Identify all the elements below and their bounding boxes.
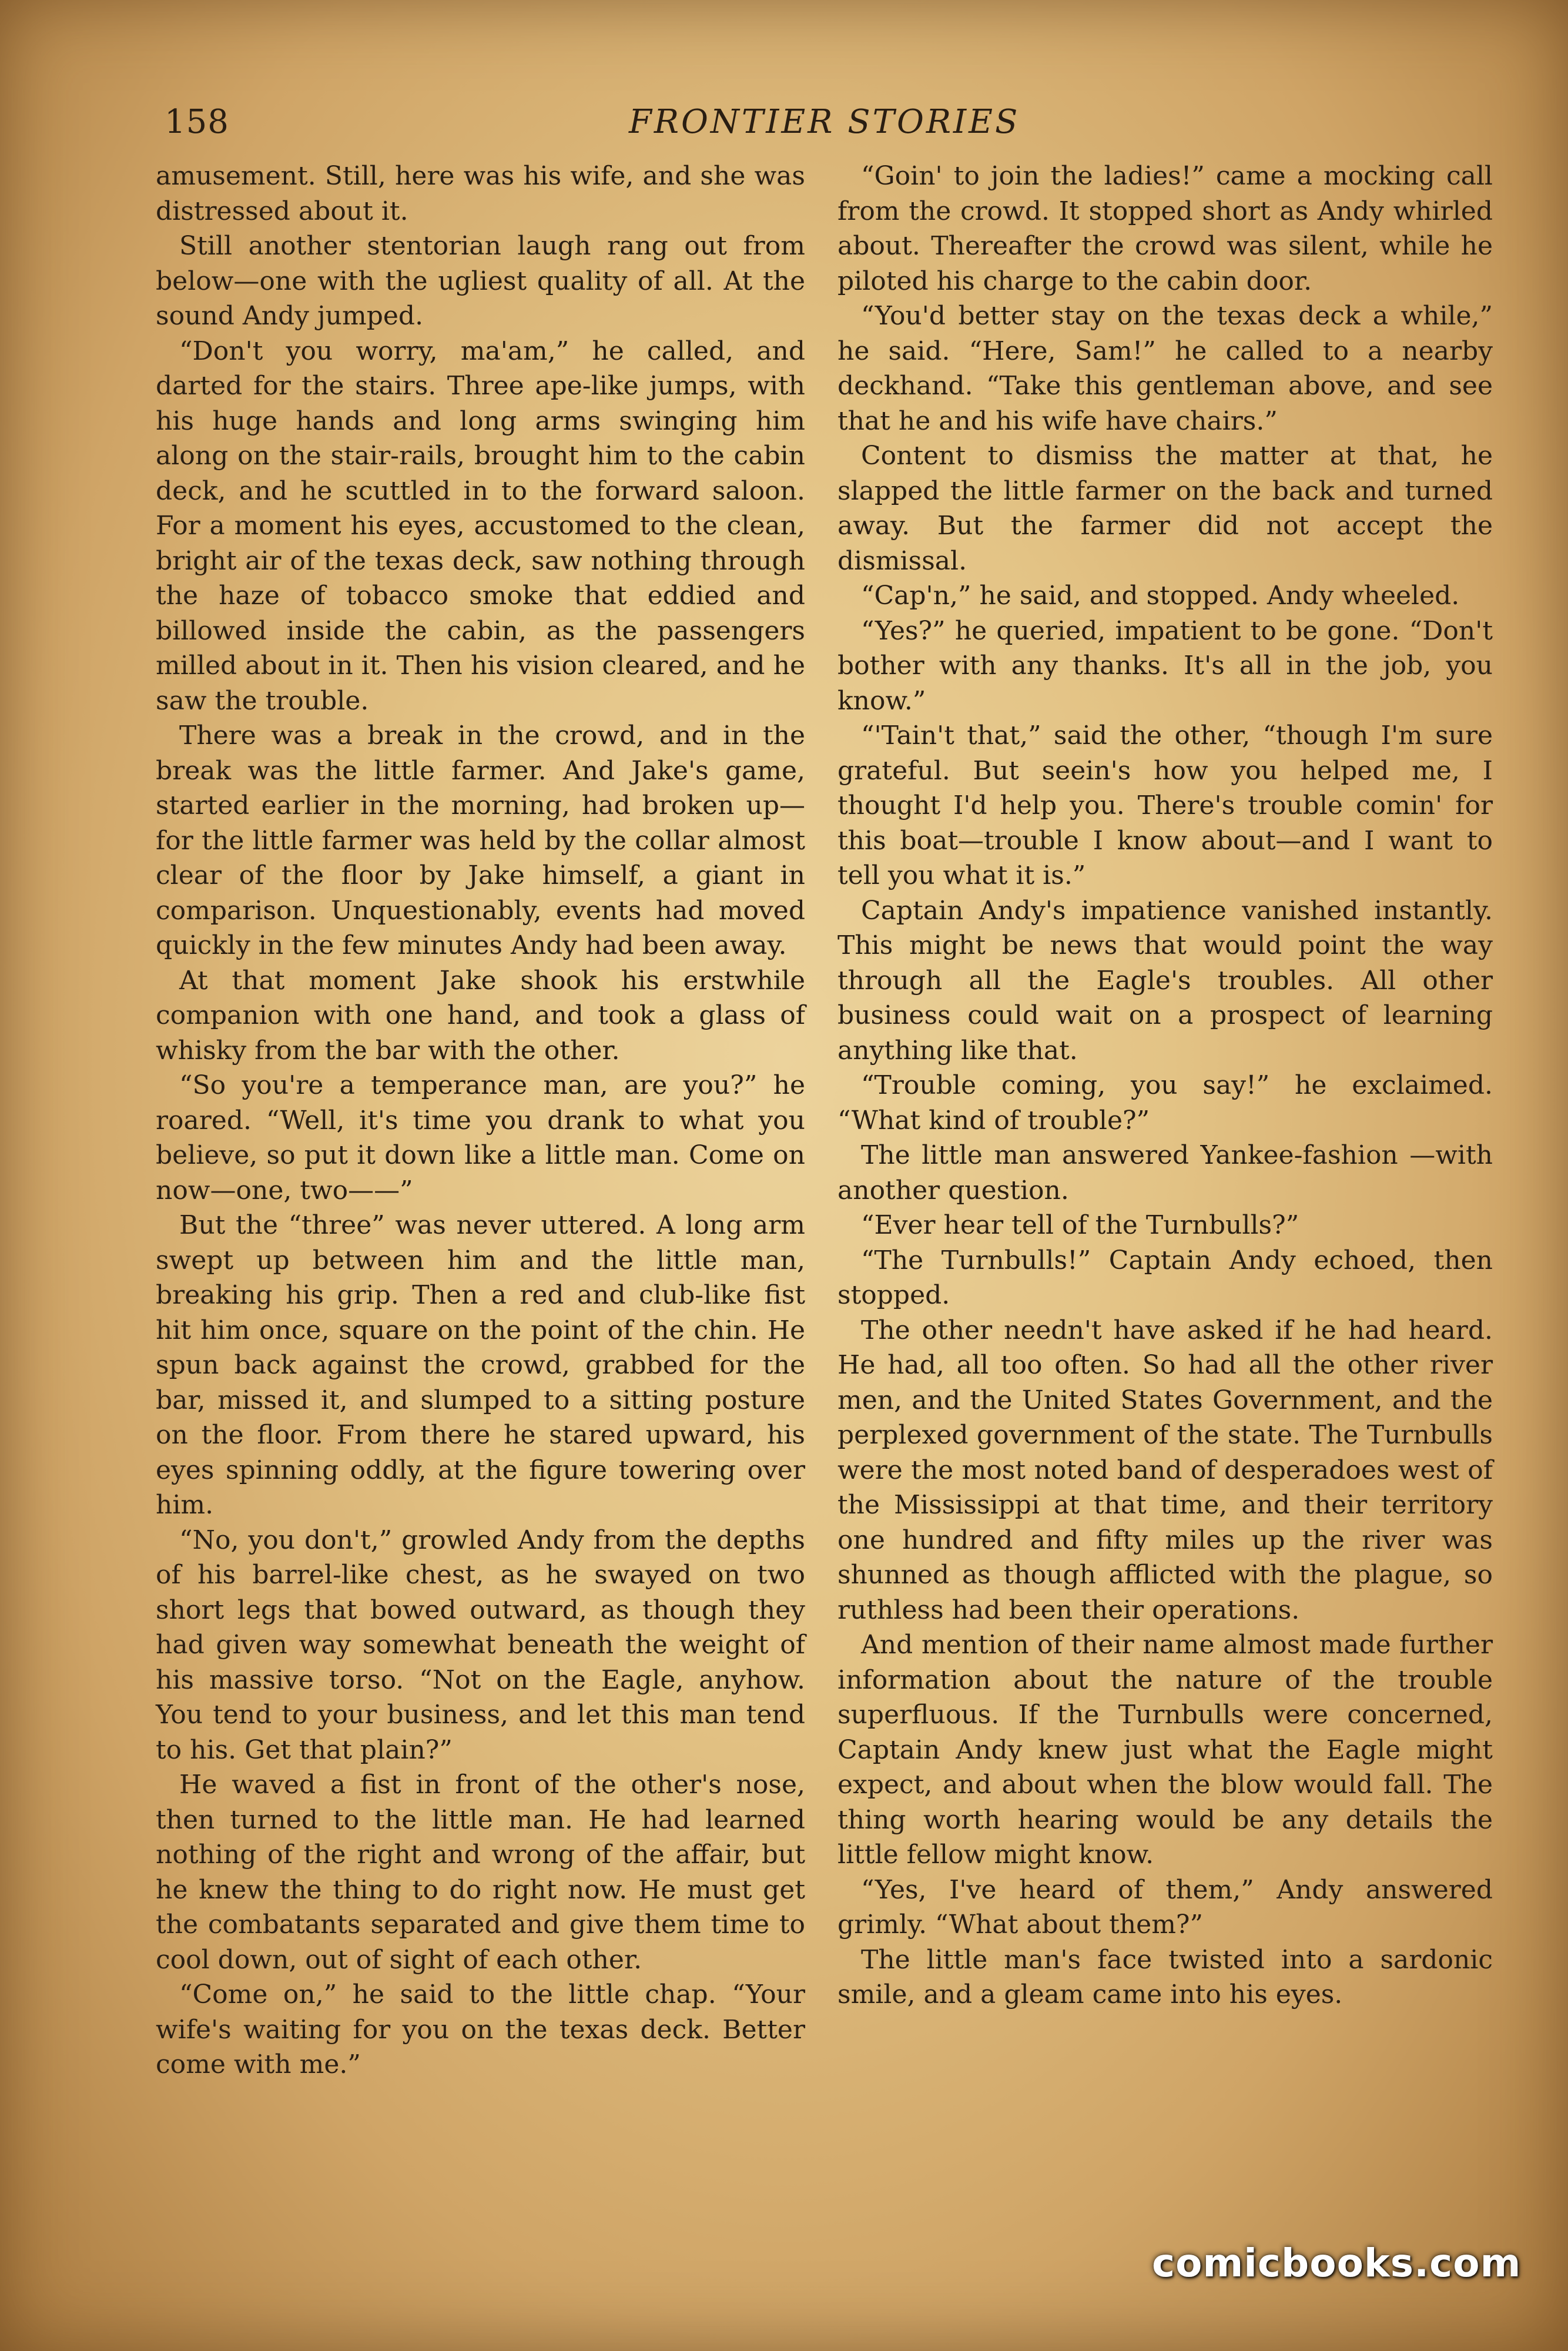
page-number: 158 — [165, 103, 229, 141]
paragraph: “Ever hear tell of the Turnbulls?” — [861, 1210, 1299, 1240]
paragraph: “Trouble coming, you say!” he exclaimed. “What kind of trouble?” — [837, 1070, 1493, 1136]
paragraph: Content to dismiss the matter at that, he slapped the little farmer on the back and turned away. But the farmer did not accept the dismissal. — [837, 441, 1493, 576]
paragraph: The other needn't have asked if he had heard. He had, all too often. So had all the other river men, and the United States Government, and the perplexed government of the state. The Turnbulls were the most noted band of desperadoes west of the Mississippi at that time, and their territory one hundred and fifty miles up the river was shunned as though afflicted with the plague, so ruthless had been their operations. — [837, 1315, 1493, 1625]
paragraph: And mention of their name almost made further information about the nature of the trouble superfluous. If the Turnbulls were concerned, Captain Andy knew just what the Eagle might expect, and about when the blow would fall. The thing worth hearing would be any details the little fellow might know. — [837, 1630, 1493, 1870]
page-header — [165, 103, 1493, 150]
paragraph: “Don't you worry, ma'am,” he called, and darted for the stairs. Three ape-like jumps, with his huge hands and long arms swinging him along on the stair-rails, brought him to the cabin deck, and he scuttled in to the forward saloon. For a moment his eyes, accustomed to the clean, bright air of the texas deck, saw nothing through the haze of tobacco smoke that eddied and billowed inside the cabin, as the passengers milled about in it. Then his vision cleared, and he saw the trouble. — [156, 336, 805, 716]
paragraph: He waved a fist in front of the other's nose, then turned to the little man. He had learned nothing of the right and wrong of the affair, but he knew the thing to do right now. He must get the combatants separated and give them time to cool down, out of sight of each other. — [156, 1770, 805, 1975]
paragraph: “Yes?” he queried, impatient to be gone. “Don't bother with any thanks. It's all in the job, you know.” — [837, 615, 1493, 716]
paragraph: “Come on,” he said to the little chap. “Your wife's waiting for you on the texas deck. Better come with me.” — [156, 1980, 805, 2079]
paragraph: At that moment Jake shook his erstwhile companion with one hand, and took a glass of whisky from the bar with the other. — [156, 965, 805, 1066]
paragraph: amusement. Still, here was his wife, and she was distressed about it. — [156, 161, 805, 226]
paragraph: “So you're a temperance man, are you?” he roared. “Well, it's time you drank to what you believe, so put it down like a little man. Come on now—one, two——” — [156, 1070, 805, 1205]
paragraph: “No, you don't,” growled Andy from the depths of his barrel-like chest, as he swayed on two short legs that bowed outward, as though they had given way somewhat beneath the weight of his massive torso. “Not on the Eagle, anyhow. You tend to your business, and let this man tend to his. Get that plain?” — [156, 1525, 805, 1765]
paragraph: “You'd better stay on the texas deck a while,” he said. “Here, Sam!” he called to a nearby deckhand. “Take this gentleman above, and see that he and his wife have chairs.” — [837, 301, 1493, 436]
right-column — [837, 159, 1493, 2012]
paragraph: “Yes, I've heard of them,” Andy answered grimly. “What about them?” — [837, 1874, 1493, 1940]
paragraph: Still another stentorian laugh rang out from below—one with the ugliest quality of all. At the sound Andy jumped. — [156, 231, 805, 331]
running-title: FRONTIER STORIES — [629, 103, 1020, 141]
paragraph: “The Turnbulls!” Captain Andy echoed, then stopped. — [837, 1245, 1493, 1310]
paragraph: Captain Andy's impatience vanished instantly. This might be news that would point the way through all the Eagle's troubles. All other business could wait on a prospect of learning anything like that. — [837, 895, 1493, 1066]
paragraph: The little man answered Yankee-fashion —with another question. — [837, 1140, 1493, 1205]
site-watermark: comicbooks.com — [1152, 2241, 1522, 2286]
left-column — [156, 159, 805, 2082]
paragraph: There was a break in the crowd, and in the break was the little farmer. And Jake's game, started earlier in the morning, had broken up—for the little farmer was held by the collar almost clear of the floor by Jake himself, a giant in comparison. Unquestionably, events had moved quickly in the few minutes Andy had been away. — [156, 721, 805, 960]
paragraph: “Goin' to join the ladies!” came a mocking call from the crowd. It stopped short as Andy whirled about. Thereafter the crowd was silent, while he piloted his charge to the cabin door. — [837, 161, 1493, 296]
paragraph: “Cap'n,” he said, and stopped. Andy wheeled. — [861, 581, 1460, 611]
paragraph: “'Tain't that,” said the other, “though I'm sure grateful. But seein's how you helped me, I thought I'd help you. There's trouble comin' for this boat—trouble I know about—and I want to tell you what it is.” — [837, 721, 1493, 890]
paragraph: The little man's face twisted into a sardonic smile, and a gleam came into his eyes. — [837, 1944, 1493, 2010]
paragraph: But the “three” was never uttered. A long arm swept up between him and the little man, breaking his grip. Then a red and club-like fist hit him once, square on the point of the chin. He spun back against the crowd, grabbed for the bar, missed it, and slumped to a sitting posture on the floor. From there he stared upward, his eyes spinning oddly, at the figure towering over him. — [156, 1210, 805, 1520]
